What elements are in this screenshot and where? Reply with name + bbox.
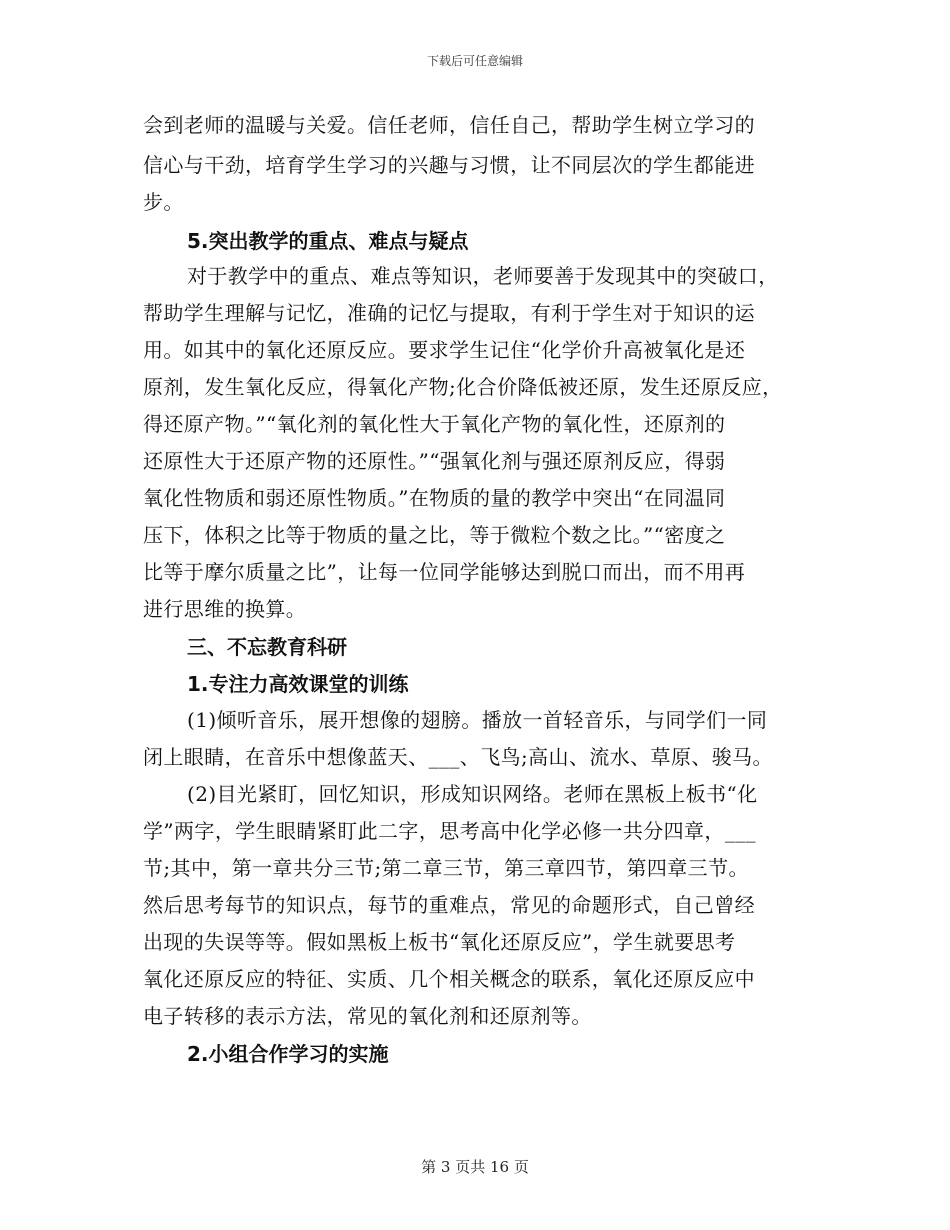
paragraph-line: 比等于摩尔质量之比”，让每一位同学能够达到脱口而出，而不用再 xyxy=(143,560,746,584)
paragraph-line: 进行思维的换算。 xyxy=(143,597,307,621)
paragraph-line: 电子转移的表示方法，常见的氧化剂和还原剂等。 xyxy=(143,1004,592,1028)
subsection-heading: 1.专注力高效课堂的训练 xyxy=(187,672,409,696)
page-header: 下载后可任意编辑 xyxy=(426,54,523,68)
paragraph-line: 用。如其中的氧化还原反应。要求学生记住“化学价升高被氧化是还 xyxy=(143,338,746,362)
paragraph-line: 会到老师的温暖与关爱。信任老师，信任自己，帮助学生树立学习的 xyxy=(143,113,755,137)
paragraph-line: (2)目光紧盯，回忆知识，形成知识网络。老师在黑板上板书“化 xyxy=(187,782,758,806)
section-heading: 三、不忘教育科研 xyxy=(187,635,347,659)
paragraph-line: 压下，体积之比等于物质的量之比，等于微粒个数之比。”“密度之 xyxy=(143,523,726,547)
page-footer: 第 3 页共 16 页 xyxy=(421,1158,529,1176)
paragraph-line: 然后思考每节的知识点，每节的重难点，常见的命题形式，自己曾经 xyxy=(143,893,755,917)
paragraph-line: 闭上眼睛，在音乐中想像蓝天、___、飞鸟;高山、流水、草原、骏马。 xyxy=(143,745,773,769)
paragraph-line: 原剂，发生氧化反应，得氧化产物;化合价降低被还原，发生还原反应， xyxy=(143,375,783,399)
paragraph-line: 信心与干劲，培育学生学习的兴趣与习惯，让不同层次的学生都能进 xyxy=(143,153,755,177)
paragraph-line: 学”两字，学生眼睛紧盯此二字，思考高中化学必修一共分四章，___ xyxy=(143,819,757,843)
paragraph-line: 对于教学中的重点、难点等知识，老师要善于发现其中的突破口， xyxy=(187,264,779,288)
paragraph-line: 节;其中，第一章共分三节;第二章三节，第三章四节，第四章三节。 xyxy=(143,856,749,880)
subsection-heading: 2.小组合作学习的实施 xyxy=(187,1042,389,1066)
paragraph-line: 出现的失误等等。假如黑板上板书“氧化还原反应”，学生就要思考 xyxy=(143,930,736,954)
paragraph-line: 步。 xyxy=(143,190,184,214)
paragraph-line: 帮助学生理解与记忆，准确的记忆与提取，有利于学生对于知识的运 xyxy=(143,301,755,325)
section-heading: 5.突出教学的重点、难点与疑点 xyxy=(187,229,469,253)
paragraph-line: (1)倾听音乐，展开想像的翅膀。播放一首轻音乐，与同学们一同 xyxy=(187,708,768,732)
paragraph-line: 还原性大于还原产物的还原性。”“强氧化剂与强还原剂反应，得弱 xyxy=(143,449,726,473)
paragraph-line: 氧化性物质和弱还原性物质。”在物质的量的教学中突出“在同温同 xyxy=(143,486,726,510)
paragraph-line: 得还原产物。”“氧化剂的氧化性大于氧化产物的氧化性，还原剂的 xyxy=(143,412,726,436)
paragraph-line: 氧化还原反应的特征、实质、几个相关概念的联系，氧化还原反应中 xyxy=(143,967,755,991)
